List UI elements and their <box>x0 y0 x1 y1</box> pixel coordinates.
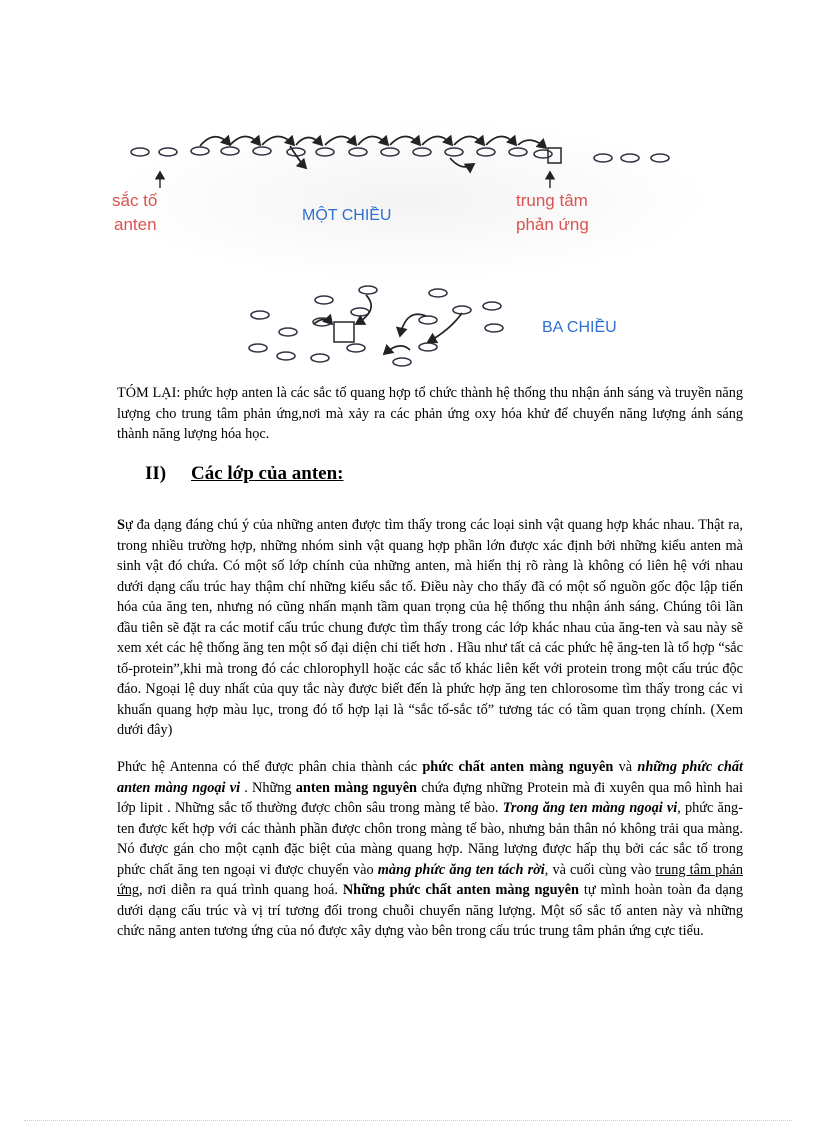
label-reaction-center-line1: trung tâm <box>516 191 588 210</box>
term-integral-antenna: anten màng nguyên <box>295 779 417 796</box>
term-integral-membrane-antenna: phức chất anten màng nguyên <box>422 759 614 775</box>
three-dim-pigment-cluster <box>249 286 503 366</box>
page-bottom-rule <box>24 1120 792 1121</box>
text-run: tự mình hoàn toàn đa dạng dưới dạng cấu trúc và vị trí tương đối trong chuỗi chuyển năng lượng. Một số sắc tố anten này và những chức năng anten tương ứng của nó được xây dựng vào bên trong cấu trúc trung tâm phản ứng cực tiểu. <box>117 882 744 939</box>
text-run: , và cuối cùng vào <box>544 861 656 878</box>
label-three-dimensional: BA CHIỀU <box>542 319 617 336</box>
term-reaction-center: trung tâm phản ứng <box>117 861 743 898</box>
antenna-classes-text: ự đa dạng đáng chú ý của những anten được tìm thấy trong các loại sinh vật quang hợp khác nhau. Thật ra, trong nhiều trường hợp, những nhóm sinh vật quang hợp phần lớn được xác định bởi những kiểu anten mà sinh vật đó chứa. Có một số lớp chính của những anten, mà hiển thị rõ ràng là không có liên hệ với nhau dưới dạng cấu trúc hay thậm chí những kiểu sắc tố. Điều này cho thấy đã có một số nguồn gốc độc lập tiến hóa của ăng ten, nhưng nó cũng nhấn mạnh tầm quan trọng của hệ thống thu nhận ánh sáng. Chúng tôi lần đầu tiên sẽ đặt ra các motif cấu trúc chung được tìm thấy trong các lớp khác nhau của ăng-ten và sau này sẽ xem xét các hệ thống ăng ten một số đại diện chi tiết hơn . Hầu như tất cả các phức hệ ăng-ten là tổ hợp “sắc tố-protein”,khi mà trong đó các chlorophyll hoặc các sắc tố khác liên kết với protein trong một cấu trúc độc đáo. Ngoại lệ duy nhất của quy tắc này được biết đến là phức hợp ăng ten chlorosome tìm thấy trong các vi khuẩn quang hợp màu lục, trong đó tổ hợp lại là “sắc tố-sắc tố” tương tác có tầm quan trọng chính. (Xem dưới đây) <box>117 517 743 738</box>
section-number: II) <box>145 463 167 484</box>
three-dim-energy-arrows <box>314 295 462 354</box>
label-reaction-center-line2: phản ứng <box>516 215 589 234</box>
text-run: và <box>613 759 638 775</box>
three-dim-reaction-center <box>334 322 354 342</box>
term-peripheral-antenna: Trong ăng ten màng ngoại vi <box>502 800 678 816</box>
term-integral-antenna-complexes: Những phức chất anten màng nguyên <box>342 882 579 898</box>
diagram-background <box>110 120 710 280</box>
antenna-diagram-figure <box>110 110 710 380</box>
term-detached-antenna-complex: màng phức ăng ten tách rời <box>377 861 545 878</box>
antenna-complex-paragraph <box>117 757 743 942</box>
term-peripheral-membrane-antenna: những phức chất anten màng ngoại vi <box>117 759 743 796</box>
text-run: Phức hệ Antenna có thể được phân chia thành các <box>117 759 423 775</box>
text-run: , phức ăng-ten được kết hợp với các thành phần được chôn trong màng tế bào, nhưng bản thân nó không trải qua màng. Nó được gán cho một cạnh đặc biệt của màng quang hợp. Năng lượng được hấp thụ bởi các sắc tố trong phức chất ăng ten ngoại vi được chuyển vào <box>117 800 743 878</box>
summary-paragraph: TÓM LẠI: phức hợp anten là các sắc tố quang hợp tổ chức thành hệ thống thu nhận ánh sáng và truyền năng lượng cho trung tâm phản ứng,nơi mà xảy ra các phản ứng oxy hóa khử để chuyển năng lượng ánh sáng thành năng lượng hóa học. <box>117 385 743 442</box>
label-antenna-pigment-line1: sắc tố <box>112 191 158 210</box>
text-run: , nơi diễn ra quá trình quang hoá. <box>139 882 343 898</box>
drop-letter: S <box>117 517 125 533</box>
label-one-dimensional: MỘT CHIỀU <box>302 207 392 224</box>
antenna-classes-paragraph <box>117 515 743 741</box>
label-antenna-pigment-line2: anten <box>114 215 157 234</box>
section-heading <box>145 463 344 485</box>
text-run: chứa đựng những Protein mà đi xuyên qua mô hình hai lớp lipit . Những sắc tố thường được chôn sâu trong màng tế bào. <box>117 779 744 816</box>
text-run: . Những <box>240 779 296 796</box>
section-title: Các lớp của anten: <box>191 463 344 484</box>
